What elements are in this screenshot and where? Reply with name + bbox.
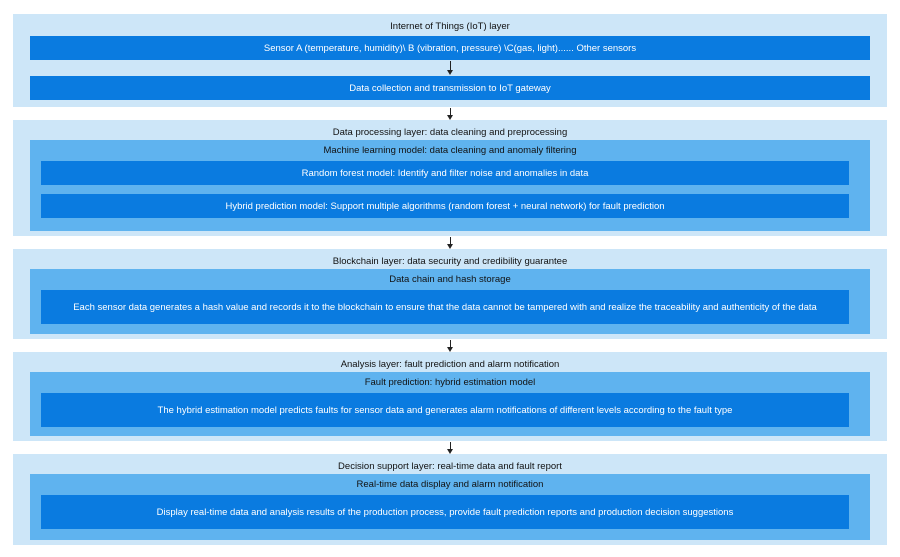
data-chain-panel: [30, 269, 870, 334]
blockchain-layer-title: Blockchain layer: data security and credibility guarantee: [332, 256, 568, 267]
realtime-display-box: Display real-time data and analysis results of the production process, provide fault prediction reports and production decision suggestions: [41, 495, 849, 529]
iot-layer-title: Internet of Things (IoT) layer: [390, 21, 510, 32]
fault-prediction-box: The hybrid estimation model predicts faults for sensor data and generates alarm notifications of different levels according to the fault type: [41, 393, 849, 427]
arrow-iot-to-processing: [447, 108, 455, 120]
decision-layer-title: Decision support layer: real-time data and fault report: [338, 461, 562, 472]
hash-storage-box: Each sensor data generates a hash value and records it to the blockchain to ensure that the data cannot be tampered with and realize the traceability and authenticity of the data: [41, 290, 849, 324]
blockchain-layer: [13, 249, 887, 339]
realtime-display-panel: [30, 474, 870, 540]
arrow-analysis-to-decision: [447, 442, 455, 454]
hybrid-model-box: Hybrid prediction model: Support multiple algorithms (random forest + neural network) for fault prediction: [41, 194, 849, 218]
fault-prediction-panel: [30, 372, 870, 436]
arrow-processing-to-blockchain: [447, 237, 455, 249]
data-chain-title: Data chain and hash storage: [389, 274, 511, 285]
ml-model-panel: [30, 140, 870, 231]
collection-box: Data collection and transmission to IoT gateway: [30, 76, 870, 100]
processing-layer: [13, 120, 887, 236]
arrow-blockchain-to-analysis: [447, 340, 455, 352]
analysis-layer: [13, 352, 887, 441]
sensors-box: Sensor A (temperature, humidity)\ B (vibration, pressure) \C(gas, light)...... Other sensors: [30, 36, 870, 60]
random-forest-box: Random forest model: Identify and filter noise and anomalies in data: [41, 161, 849, 185]
realtime-display-title: Real-time data display and alarm notification: [356, 479, 544, 490]
ml-model-title: Machine learning model: data cleaning and anomaly filtering: [323, 145, 577, 156]
fault-prediction-title: Fault prediction: hybrid estimation model: [364, 377, 536, 388]
processing-layer-title: Data processing layer: data cleaning and preprocessing: [332, 127, 568, 138]
analysis-layer-title: Analysis layer: fault prediction and alarm notification: [340, 359, 560, 370]
decision-layer: [13, 454, 887, 545]
arrow-sensors-to-collection: [447, 61, 455, 75]
